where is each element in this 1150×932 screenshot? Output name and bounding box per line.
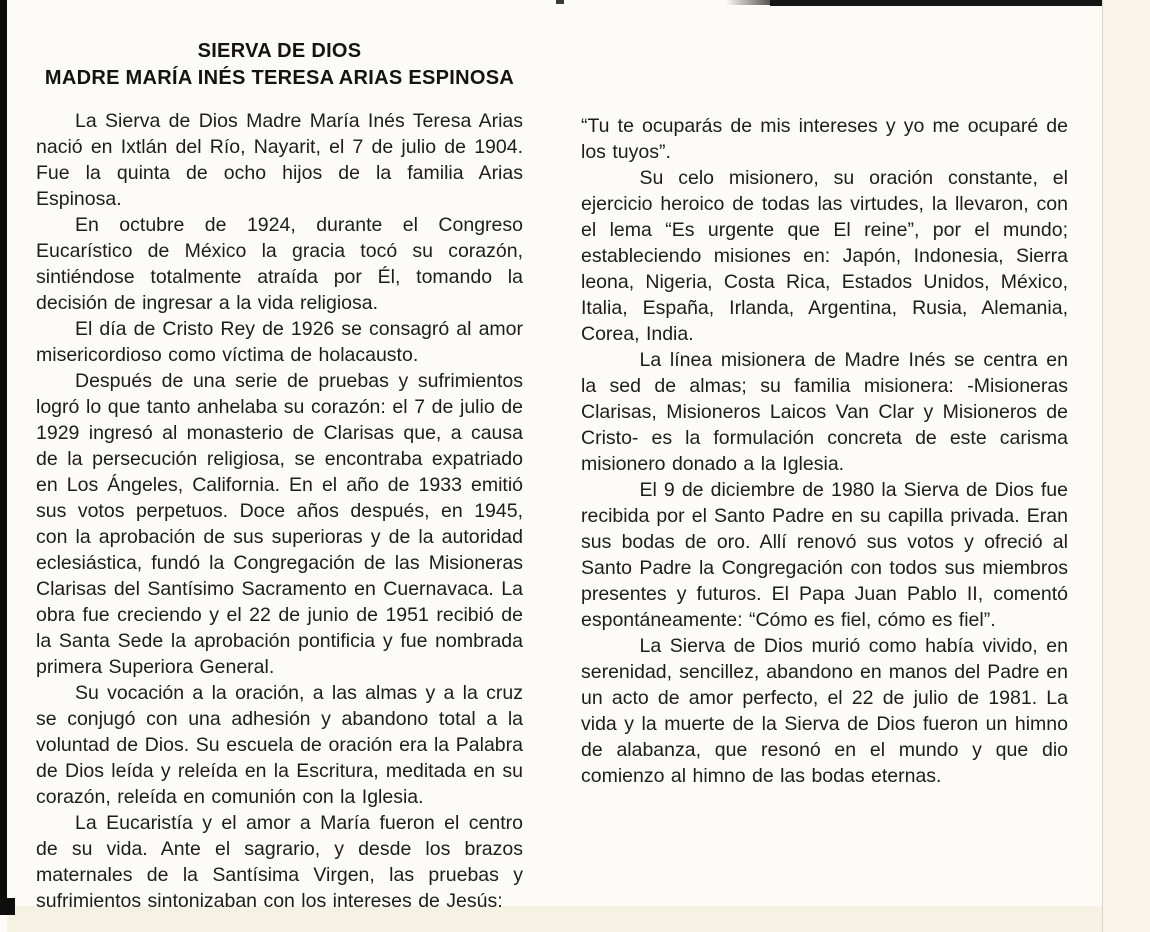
scan-tick-top xyxy=(556,0,564,4)
paragraph: “Tu te ocuparás de mis intereses y yo me ocuparé de los tuyos”. xyxy=(581,115,1068,163)
scan-mark-bottom-left xyxy=(0,898,15,915)
paragraph: El 9 de diciembre de 1980 la Sierva de Dios fue recibida por el Santo Padre en su capilla privada. Eran sus bodas de oro. Allí renovó sus votos y ofreció al Santo Padre la Congregación con todos sus miembros presentes y futuros. El Papa Juan Pablo II, comentó espontáneamente: “Cómo es fiel, cómo es fiel”. xyxy=(581,479,1068,631)
paragraph: Su vocación a la oración, a las almas y a la cruz se conjugó con una adhesión y abandono total a la voluntad de Dios. Su escuela de oración era la Palabra de Dios leída y releída en la Escritura, meditada en su corazón, releída en comunión con la Iglesia. xyxy=(36,682,523,808)
page-title xyxy=(36,38,523,92)
page-title-line2: MADRE MARÍA INÉS TERESA ARIAS ESPINOSA xyxy=(44,67,515,89)
text-column-left xyxy=(36,108,523,914)
paragraph: El día de Cristo Rey de 1926 se consagró al amor misericordioso como víctima de holacausto. xyxy=(36,318,523,366)
page-fold-line xyxy=(1102,0,1103,932)
scan-edge-bar-left xyxy=(0,0,7,912)
page-title-line1: SIERVA DE DIOS xyxy=(197,40,362,62)
scanner-background-strip xyxy=(1103,0,1150,932)
paragraph: Después de una serie de pruebas y sufrimientos logró lo que tanto anhelaba su corazón: el 7 de julio de 1929 ingresó al monasterio de Clarisas que, a causa de la persecución religiosa, se encontraba expatriado en Los Ángeles, California. En el año de 1933 emitió sus votos perpetuos. Doce años después, en 1945, con la aprobación de sus superioras y de la autoridad eclesiástica, fundó la Congregación de las Misioneras Clarisas del Santísimo Sacramento en Cuernavaca. La obra fue creciendo y el 22 de junio de 1951 recibió de la Santa Sede la aprobación pontificia y fue nombrada primera Superiora General. xyxy=(36,370,523,678)
paragraph: Su celo misionero, su oración constante, el ejercicio heroico de todas las virtudes, la llevaron, con el lema “Es urgente que El reine”, por el mundo; estableciendo misiones en: Japón, Indonesia, Sierra leona, Nigeria, Costa Rica, Estados Unidos, México, Italia, España, Irlanda, Argentina, Rusia, Alemania, Corea, India. xyxy=(581,167,1068,345)
paragraph: La línea misionera de Madre Inés se centra en la sed de almas; su familia misionera: -Misioneras Clarisas, Misioneros Laicos Van Clar y Misioneros de Cristo- es la formulación concreta de este carisma misionero donado a la Iglesia. xyxy=(581,349,1068,475)
paragraph: La Sierva de Dios murió como había vivido, en serenidad, sencillez, abandono en manos del Padre en un acto de amor perfecto, el 22 de julio de 1981. La vida y la muerte de la Sierva de Dios fueron un himno de alabanza, que resonó en el mundo y que dio comienzo al himno de las bodas eternas. xyxy=(581,635,1068,787)
scan-edge-line-top-fade xyxy=(726,0,770,5)
paragraph: En octubre de 1924, durante el Congreso Eucarístico de México la gracia tocó su corazón, sintiéndose totalmente atraída por Él, tomando la decisión de ingresar a la vida religiosa. xyxy=(36,214,523,314)
paragraph: La Sierva de Dios Madre María Inés Teresa Arias nació en Ixtlán del Río, Nayarit, el 7 de julio de 1904. Fue la quinta de ocho hijos de la familia Arias Espinosa. xyxy=(36,110,523,210)
paragraph: La Eucaristía y el amor a María fueron el centro de su vida. Ante el sagrario, y desde los brazos maternales de la Santísima Virgen, las pruebas y sufrimientos sintonizaban con los intereses de Jesús: xyxy=(36,812,523,912)
scan-edge-line-top xyxy=(770,0,1103,6)
text-column-right xyxy=(581,113,1068,789)
